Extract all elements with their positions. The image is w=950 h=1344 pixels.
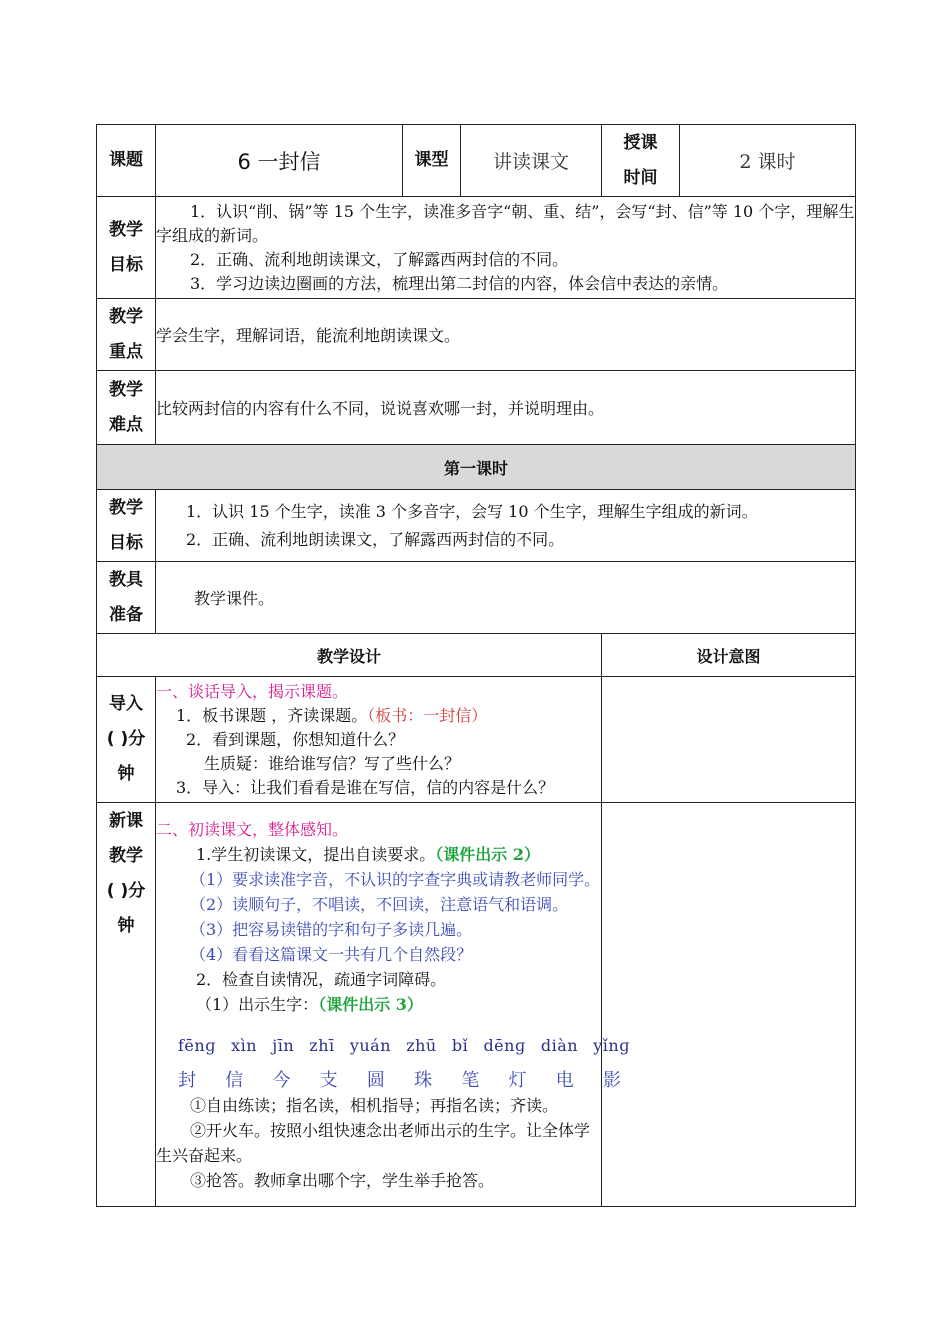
character-item: 支	[319, 1069, 339, 1091]
focus-label-line-1: 教学	[109, 306, 143, 327]
newlesson-label-line-1: 新课	[109, 811, 143, 831]
pinyin-item: dēnɡ	[483, 1035, 526, 1055]
pinyin-item: diàn	[540, 1035, 579, 1055]
character-item: 珠	[414, 1069, 434, 1091]
pinyin-item: zhī	[309, 1035, 335, 1055]
character-item: 笔	[461, 1069, 481, 1091]
lesson1-goals-label-line-1: 教学	[109, 497, 143, 518]
intent-header: 设计意图	[602, 634, 856, 677]
newlesson-step-2a	[156, 992, 601, 1017]
topic-label: 课题	[97, 125, 156, 197]
requirement-1: （1）要求读准字音，不认识的字查字典或请教老师同学。	[190, 869, 601, 889]
goal-item-3: 3．学习边读边圈画的方法，梳理出第二封信的内容，体会信中表达的亲情。	[190, 273, 729, 293]
newlesson-row	[97, 803, 856, 1207]
pinyin-item: bǐ	[451, 1035, 469, 1055]
goal-item-2: 2．正确、流利地朗读课文，了解露西两封信的不同。	[190, 249, 569, 269]
design-header: 教学设计	[97, 634, 602, 677]
newlesson-content	[156, 803, 630, 1207]
intro-heading: 一、谈话导入，揭示课题。	[156, 681, 349, 701]
difficulty-row	[97, 371, 856, 445]
character-item: 电	[555, 1069, 575, 1091]
difficulty-label-line-1: 教学	[109, 379, 143, 400]
lesson1-goal-item-2: 2．正确、流利地朗读课文，了解露西两封信的不同。	[186, 529, 565, 549]
character-row	[178, 1068, 622, 1093]
pinyin-item: yǐnɡ	[593, 1035, 630, 1055]
difficulty-label-line-2: 难点	[109, 414, 143, 435]
time-label-line-2: 时间	[623, 167, 658, 188]
pinyin-item: jīn	[272, 1035, 295, 1055]
focus-text: 学会生字，理解词语，能流利地朗读课文。	[156, 299, 856, 371]
time-label-line-1: 授课	[623, 132, 658, 153]
intro-line-4: 3．导入：让我们看看是谁在写信，信的内容是什么？	[176, 777, 555, 797]
intro-row	[97, 677, 856, 803]
intro-line-1-main: 1．板书课题 ，齐读课题。	[176, 705, 368, 725]
tools-row	[97, 562, 856, 634]
newlesson-step-1	[156, 842, 601, 867]
intro-label-line-3: 钟	[117, 764, 135, 784]
tools-label	[97, 562, 156, 634]
lesson1-goals-label	[97, 490, 156, 562]
tools-text: 教学课件。	[156, 562, 856, 634]
newlesson-step-2: 2．检查自读情况，疏通字词障碍。	[196, 969, 447, 989]
intro-intent	[602, 677, 856, 803]
pinyin-row	[178, 1033, 630, 1058]
focus-label	[97, 299, 156, 371]
newlesson-step-2a-main: （1）出示生字：	[196, 994, 319, 1014]
type-label: 课型	[403, 125, 461, 197]
requirement-3: （3）把容易读错的字和句子多读几遍。	[190, 919, 473, 939]
lesson1-goals-label-line-2: 目标	[109, 532, 143, 553]
pinyin-item: fēnɡ	[178, 1035, 216, 1055]
intro-line-3: 生质疑：谁给谁写信？写了些什么？	[204, 753, 461, 773]
goals-label-line-1: 教学	[109, 219, 143, 240]
goals-label-line-2: 目标	[109, 254, 143, 275]
goals-content	[156, 197, 856, 299]
focus-label-line-2: 重点	[109, 341, 143, 362]
practice-1: ①自由练读；指名读，相机指导；再指名读；齐读。	[190, 1095, 559, 1115]
newlesson-step-2a-note: （课件出示 3）	[318, 994, 423, 1014]
goal-item-1: 1．认识“削、锅”等 15 个生字，读准多音字“朝、重、结”，会写“封、信”等 10 个字，理解生字组成的新词。	[156, 201, 855, 245]
newlesson-label-line-3: ( )分	[106, 881, 146, 901]
intro-content	[156, 677, 602, 803]
time-value: 2 课时	[680, 125, 856, 197]
newlesson-label-line-4: 钟	[117, 916, 135, 936]
character-item: 影	[602, 1069, 622, 1091]
practice-2: ②开火车。按照小组快速念出老师出示的生字。让全体学生兴奋起来。	[156, 1120, 591, 1165]
type-value: 讲读课文	[461, 125, 602, 197]
time-label	[602, 125, 680, 197]
lesson1-goals-content	[156, 490, 856, 562]
newlesson-label-line-2: 教学	[109, 846, 143, 866]
intro-line-1	[156, 704, 601, 728]
focus-row	[97, 299, 856, 371]
intro-label	[97, 677, 156, 803]
intro-line-2: 2．看到课题，你想知道什么？	[186, 729, 405, 749]
character-item: 封	[178, 1069, 197, 1091]
lesson1-goal-item-1: 1．认识 15 个生字，读准 3 个多音字，会写 10 个生字，理解生字组成的新词。	[186, 501, 758, 521]
character-item: 今	[272, 1069, 292, 1091]
intro-line-1-note: （板书：一封信）	[367, 705, 488, 725]
requirement-2: （2）读顺句子，不唱读，不回读，注意语气和语调。	[190, 894, 569, 914]
intro-label-line-1: 导入	[109, 694, 143, 714]
pinyin-item: xìn	[231, 1035, 258, 1055]
practice-3: ③抢答。教师拿出哪个字，学生举手抢答。	[190, 1170, 495, 1190]
tools-label-line-1: 教具	[109, 569, 143, 590]
lesson-plan-table	[96, 124, 856, 1207]
character-item: 灯	[508, 1069, 528, 1091]
newlesson-intent	[602, 803, 856, 1207]
lesson1-goals-row	[97, 490, 856, 562]
newlesson-label	[97, 803, 156, 1207]
character-item: 圆	[366, 1069, 386, 1091]
character-item: 信	[225, 1069, 245, 1091]
goals-row	[97, 197, 856, 299]
newlesson-step-1-main: 1.学生初读课文，提出自读要求。	[196, 844, 436, 864]
requirement-4: （4）看看这篇课文一共有几个自然段？	[190, 944, 473, 964]
header-row	[97, 125, 856, 197]
goals-label	[97, 197, 156, 299]
difficulty-label	[97, 371, 156, 445]
lesson1-title: 第一课时	[97, 445, 856, 490]
intro-label-line-2: ( )分	[106, 729, 146, 749]
lesson1-section-row	[97, 445, 856, 490]
tools-label-line-2: 准备	[109, 604, 143, 625]
design-header-row	[97, 634, 856, 677]
topic-value: 6 一封信	[156, 125, 403, 197]
pinyin-item: yuán	[349, 1035, 392, 1055]
newlesson-heading: 二、初读课文，整体感知。	[156, 819, 349, 839]
pinyin-item: zhū	[406, 1035, 437, 1055]
difficulty-text: 比较两封信的内容有什么不同，说说喜欢哪一封，并说明理由。	[156, 371, 856, 445]
newlesson-step-1-note: （课件出示 2）	[435, 844, 540, 864]
